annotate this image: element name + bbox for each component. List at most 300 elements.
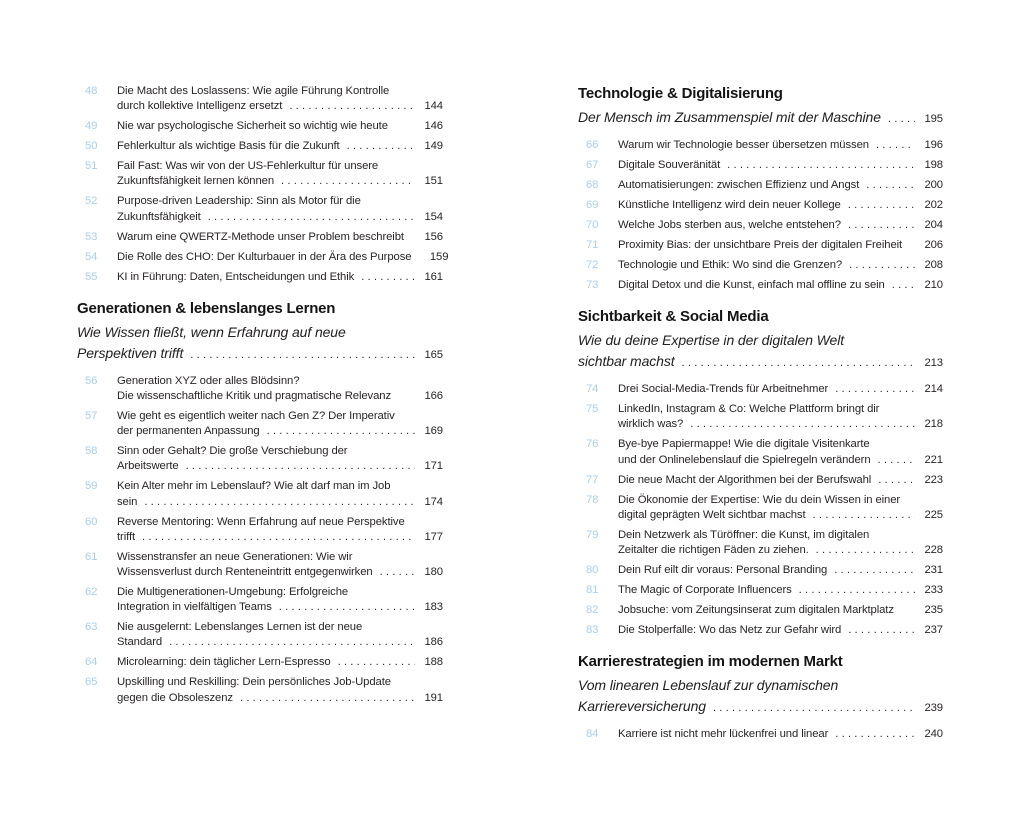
page-number: 233 [924, 584, 943, 597]
dot-leader [713, 698, 915, 719]
entry-title-text: Automatisierungen: zwischen Effizienz und Angst [618, 179, 860, 191]
page-number: 166 [424, 390, 443, 403]
toc-entry [578, 158, 943, 173]
entry-line [618, 508, 943, 523]
page-number: 228 [924, 544, 943, 557]
toc-entry [578, 437, 943, 467]
section-subtitle-line [578, 675, 943, 696]
entry-line: Die Macht des Loslassens: Wie agile Führung Kontrolle [117, 85, 390, 97]
dot-leader [834, 563, 915, 578]
dot-leader [849, 258, 915, 273]
chapter-number: 54 [85, 250, 98, 263]
page-number: 195 [924, 113, 943, 125]
entry-body [117, 515, 443, 545]
entry-line [618, 278, 943, 293]
section-subtitle-line [578, 351, 943, 374]
dot-leader [892, 278, 915, 293]
entry-line: Kein Alter mehr im Lebenslauf? Wie alt darf man im Job [117, 480, 391, 493]
entry-body [618, 623, 943, 638]
entry-title-text: Zukunftsfähigkeit lernen können [117, 175, 275, 188]
chapter-number: 79 [586, 528, 599, 541]
chapter-number: 57 [85, 410, 98, 423]
entry-body [117, 479, 443, 509]
entry-body [618, 563, 943, 578]
toc-entry [578, 278, 943, 293]
entry-line: Die Ökonomie der Expertise: Wie du dein Wissen in einer [618, 493, 901, 506]
entry-title-text: und der Onlinelebenslauf die Spielregeln verändern [618, 453, 871, 466]
entry-line: Wissenstransfer an neue Generationen: Wie wir [117, 550, 353, 563]
entry-line [117, 424, 443, 439]
page-number: 204 [924, 219, 943, 231]
dot-leader [279, 600, 415, 615]
entry-body [117, 119, 443, 134]
page-number: 188 [424, 656, 443, 669]
dot-leader [816, 543, 915, 558]
entry-body [618, 382, 943, 397]
entry-line: Die Multigenerationen-Umgebung: Erfolgreiche [117, 586, 349, 599]
chapter-number: 51 [85, 160, 98, 173]
chapter-number: 80 [586, 564, 599, 577]
section-subtitle-text: Karriereversicherung [578, 698, 706, 715]
section-subtitle-line [77, 343, 443, 366]
entry-body [117, 230, 443, 245]
page-number: 202 [924, 199, 943, 211]
toc-section [578, 652, 943, 719]
entry-line [117, 230, 443, 245]
toc-entry [77, 585, 443, 615]
entry-line: Sinn oder Gehalt? Die große Verschiebung der [117, 445, 348, 458]
entry-body [618, 278, 943, 293]
toc-entry [77, 270, 443, 285]
page-number: 186 [424, 636, 443, 649]
dot-leader [361, 270, 415, 285]
entry-line [618, 453, 943, 468]
entry-line [117, 139, 443, 154]
entry-title-text: The Magic of Corporate Influencers [618, 584, 792, 597]
page-number: 191 [424, 691, 443, 704]
section-subtitle-text: Wie Wissen fließt, wenn Erfahrung auf neue [77, 323, 346, 340]
toc-entry [578, 623, 943, 638]
toc-entry [77, 250, 449, 265]
dot-leader [186, 459, 415, 474]
entry-line: Generation XYZ oder alles Blödsinn? [117, 374, 300, 387]
entry-line: Upskilling und Reskilling: Dein persönliches Job-Update [117, 676, 391, 689]
entry-line [618, 417, 943, 432]
dot-leader [190, 345, 415, 366]
page-number: 208 [924, 259, 943, 271]
chapter-number: 81 [586, 584, 599, 597]
entry-title-text: Proximity Bias: der unsichtbare Preis der digitalen Freiheit [618, 239, 903, 251]
page-number: 198 [924, 159, 943, 171]
toc-column-right [578, 84, 943, 747]
dot-leader [338, 655, 415, 670]
entry-line [117, 99, 443, 114]
page-number: 171 [424, 460, 443, 473]
toc-entry [578, 258, 943, 273]
chapter-number: 70 [586, 219, 599, 231]
entry-title-text: Drei Social-Media-Trends für Arbeitnehmer [618, 383, 829, 396]
entry-line [117, 565, 443, 580]
entry-title-text: der permanenten Anpassung [117, 425, 260, 438]
section-subtitle-line [77, 322, 443, 343]
page-number: 237 [924, 624, 943, 637]
toc-section [77, 299, 443, 366]
toc-entry [578, 727, 943, 742]
toc-column-left [77, 84, 449, 711]
entry-title-text: Standard [117, 636, 163, 649]
toc-entry [77, 409, 443, 439]
entry-line [117, 174, 443, 189]
entry-line [117, 600, 443, 615]
entry-body [618, 727, 943, 742]
toc-entry [77, 550, 443, 580]
entry-line [618, 623, 943, 638]
entry-body [117, 444, 443, 474]
entry-title-text: Dein Ruf eilt dir voraus: Personal Branding [618, 564, 828, 577]
chapter-number: 48 [85, 85, 98, 97]
dot-leader [267, 424, 415, 439]
dot-leader [848, 623, 915, 638]
dot-leader [144, 495, 415, 510]
entry-title-text: Zeitalter die richtigen Fäden zu ziehen. [618, 544, 809, 557]
entry-line [618, 198, 943, 213]
chapter-number: 67 [586, 159, 599, 171]
entry-title-text: Technologie und Ethik: Wo sind die Grenzen? [618, 259, 843, 271]
entry-line [618, 473, 943, 488]
page-number: 180 [424, 566, 443, 579]
section-title: Generationen & lebenslanges Lernen [77, 299, 336, 317]
page-number: 177 [424, 530, 443, 543]
dot-leader [240, 691, 415, 706]
chapter-number: 61 [85, 550, 98, 563]
entry-body [618, 198, 943, 213]
entry-title-text: wirklich was? [618, 418, 684, 431]
dot-leader [813, 508, 915, 523]
dot-leader [848, 198, 915, 213]
dot-leader [799, 583, 915, 598]
toc-entry [77, 620, 443, 650]
section-title: Technologie & Digitalisierung [578, 85, 783, 102]
dot-leader [281, 174, 415, 189]
chapter-number: 56 [85, 374, 98, 387]
dot-leader [690, 417, 915, 432]
entry-line [618, 563, 943, 578]
toc-entry [77, 230, 443, 245]
dot-leader [142, 530, 415, 545]
entry-line: Reverse Mentoring: Wenn Erfahrung auf neue Perspektive [117, 515, 405, 528]
chapter-number: 63 [85, 621, 98, 634]
page-number: 225 [924, 508, 943, 521]
chapter-number: 62 [85, 586, 98, 599]
toc-entry [77, 139, 443, 154]
dot-leader [727, 158, 915, 173]
dot-leader [682, 353, 915, 374]
page-number: 174 [424, 495, 443, 508]
entry-title-text: Nie war psychologische Sicherheit so wichtig wie heute [117, 120, 388, 133]
section-subtitle-text: Wie du deine Expertise in der digitalen Welt [578, 332, 845, 349]
entry-body [117, 84, 443, 114]
entry-body [117, 250, 449, 265]
toc-entry [77, 374, 443, 404]
page-number: 146 [424, 120, 443, 133]
entry-line [117, 655, 443, 670]
chapter-number: 64 [85, 656, 98, 669]
dot-leader [208, 210, 415, 225]
entry-title-text: Digital Detox und die Kunst, einfach mal offline zu sein [618, 279, 885, 291]
page-number: 210 [924, 279, 943, 291]
toc-entry [578, 218, 943, 233]
entry-line [618, 727, 943, 742]
page-number: 221 [924, 453, 943, 466]
entry-title-text: Die neue Macht der Algorithmen bei der Berufswahl [618, 473, 872, 486]
entry-body [117, 409, 443, 439]
page-number: 161 [424, 270, 443, 283]
chapter-number: 71 [586, 239, 599, 251]
entry-line [618, 218, 943, 233]
chapter-number: 49 [85, 120, 98, 133]
entry-body [618, 238, 943, 253]
section-subtitle-text: Perspektiven trifft [77, 344, 184, 361]
entry-body [618, 138, 943, 153]
dot-leader [835, 382, 915, 397]
entry-title-text: Künstliche Intelligenz wird dein neuer Kollege [618, 199, 841, 211]
dot-leader [347, 139, 415, 154]
entry-line [618, 258, 943, 273]
toc-entry [578, 473, 943, 488]
page-number: 151 [424, 175, 443, 188]
entry-body [618, 178, 943, 193]
toc-entry [77, 84, 443, 114]
entry-title-text: Wissensverlust durch Renteneintritt entgegenwirken [117, 566, 373, 579]
chapter-number: 58 [85, 445, 98, 458]
entry-title-text: durch kollektive Intelligenz ersetzt [117, 100, 283, 113]
chapter-number: 74 [586, 383, 599, 396]
entry-line [618, 603, 943, 618]
entry-line [117, 635, 443, 650]
entry-line [117, 530, 443, 545]
dot-leader [380, 565, 415, 580]
entry-line: Wie geht es eigentlich weiter nach Gen Z? Der Imperativ [117, 410, 395, 423]
toc-entry [578, 603, 943, 618]
entry-line [618, 543, 943, 558]
entry-title-text: trifft [117, 530, 136, 543]
chapter-number: 52 [85, 195, 98, 208]
toc-section [578, 307, 943, 374]
entry-line [117, 691, 443, 706]
entry-title-text: sein [117, 495, 138, 508]
section-subtitle-line [578, 330, 943, 351]
dot-leader [848, 218, 915, 233]
chapter-number: 55 [85, 270, 98, 283]
entry-body [117, 585, 443, 615]
chapter-number: 65 [85, 676, 98, 689]
toc-entry [77, 675, 443, 705]
toc-entry [77, 159, 443, 189]
chapter-number: 84 [586, 728, 599, 741]
entry-body [618, 493, 943, 523]
entry-body [618, 218, 943, 233]
entry-body [117, 159, 443, 189]
section-subtitle-line [578, 696, 943, 719]
entry-body [618, 603, 943, 618]
entry-line: Purpose-driven Leadership: Sinn als Motor für die [117, 195, 361, 208]
page-number: 240 [924, 728, 943, 741]
entry-body [117, 139, 443, 154]
entry-line [618, 583, 943, 598]
page-number: 218 [924, 418, 943, 431]
chapter-number: 59 [85, 480, 98, 493]
page-number: 223 [924, 473, 943, 486]
dot-leader [876, 138, 915, 153]
chapter-number: 82 [586, 604, 599, 617]
entry-line [117, 495, 443, 510]
page-number: 165 [424, 348, 443, 361]
entry-body [117, 675, 443, 705]
toc-entry [578, 528, 943, 558]
dot-leader [169, 635, 415, 650]
entry-title-text: Fehlerkultur als wichtige Basis für die Zukunft [117, 140, 340, 153]
toc-entry [578, 382, 943, 397]
entry-line [618, 382, 943, 397]
entry-line [117, 389, 443, 404]
toc-entry [77, 515, 443, 545]
entry-title-text: digital geprägten Welt sichtbar machst [618, 508, 806, 521]
section-subtitle-line [578, 107, 943, 130]
page-number: 235 [924, 604, 943, 617]
entry-title-text: Warum eine QWERTZ-Methode unser Problem beschreibt [117, 230, 404, 243]
entry-line [117, 270, 443, 285]
entry-body [618, 158, 943, 173]
entry-line [117, 119, 443, 134]
page-number: 200 [924, 179, 943, 191]
toc-entry [77, 119, 443, 134]
section-title: Sichtbarkeit & Social Media [578, 308, 769, 326]
toc-entry [578, 138, 943, 153]
entry-title-text: Microlearning: dein täglicher Lern-Espresso [117, 656, 331, 669]
entry-title-text: Arbeitswerte [117, 460, 179, 473]
page-number: 149 [424, 140, 443, 153]
section-subtitle-text: sichtbar machst [578, 353, 675, 370]
toc-entry [578, 583, 943, 598]
toc-entry [578, 563, 943, 578]
dot-leader [888, 109, 915, 130]
dot-leader [835, 727, 915, 742]
entry-body [117, 194, 443, 224]
page-number: 196 [924, 139, 943, 151]
toc-entry [578, 493, 943, 523]
page-number: 213 [924, 357, 943, 370]
section-subtitle-text: Vom linearen Lebenslauf zur dynamischen [578, 677, 839, 694]
chapter-number: 69 [586, 199, 599, 211]
entry-line [618, 238, 943, 253]
toc-entry [578, 238, 943, 253]
entry-body [618, 473, 943, 488]
entry-body [618, 437, 943, 467]
toc-entry [578, 402, 943, 432]
page-number: 144 [424, 100, 443, 113]
entry-title-text: Warum wir Technologie besser übersetzen müssen [618, 139, 869, 151]
page-number: 169 [424, 425, 443, 438]
entry-body [117, 270, 443, 285]
dot-leader [866, 178, 915, 193]
entry-body [618, 528, 943, 558]
entry-line [117, 210, 443, 225]
entry-body [618, 583, 943, 598]
toc-entry [578, 178, 943, 193]
chapter-number: 53 [85, 230, 98, 243]
entry-title-text: Zukunftsfähigkeit [117, 210, 201, 223]
chapter-number: 60 [85, 515, 98, 528]
entry-body [117, 374, 443, 404]
dot-leader [878, 453, 916, 468]
entry-line [618, 158, 943, 173]
chapter-number: 83 [586, 624, 599, 637]
chapter-number: 50 [85, 140, 98, 153]
page-number: 206 [924, 239, 943, 251]
chapter-number: 76 [586, 438, 599, 451]
entry-title-text: Die Rolle des CHO: Der Kulturbauer in der Ära des Purpose [117, 250, 412, 263]
entry-line: Dein Netzwerk als Türöffner: die Kunst, im digitalen [618, 528, 870, 541]
toc-entry [578, 198, 943, 213]
section-subtitle-text: Der Mensch im Zusammenspiel mit der Maschine [578, 109, 881, 125]
chapter-number: 73 [586, 279, 599, 291]
toc-entry [77, 194, 443, 224]
entry-title-text: Digitale Souveränität [618, 159, 721, 171]
chapter-number: 78 [586, 493, 599, 506]
chapter-number: 72 [586, 259, 599, 271]
toc-entry [77, 479, 443, 509]
entry-title-text: KI in Führung: Daten, Entscheidungen und Ethik [117, 270, 355, 283]
chapter-number: 66 [586, 139, 599, 151]
toc-section [578, 84, 943, 130]
toc-entry [77, 444, 443, 474]
entry-line: Nie ausgelernt: Lebenslanges Lernen ist der neue [117, 621, 363, 634]
entry-body [618, 402, 943, 432]
entry-body [117, 655, 443, 670]
entry-line: LinkedIn, Instagram & Co: Welche Plattform bringt dir [618, 403, 880, 416]
entry-title-text: Die Stolperfalle: Wo das Netz zur Gefahr wird [618, 624, 842, 637]
entry-body [117, 620, 443, 650]
entry-title-text: Welche Jobs sterben aus, welche entstehen? [618, 219, 841, 231]
entry-body [618, 258, 943, 273]
entry-line [618, 138, 943, 153]
entry-line [117, 250, 449, 265]
page-number: 154 [424, 210, 443, 223]
chapter-number: 75 [586, 403, 599, 416]
page-number: 156 [424, 230, 443, 243]
entry-body [117, 550, 443, 580]
entry-title-text: gegen die Obsoleszenz [117, 691, 233, 704]
toc-entry [77, 655, 443, 670]
page-number: 159 [429, 250, 449, 263]
entry-line: Fail Fast: Was wir von der US-Fehlerkultur für unsere [117, 160, 379, 173]
entry-title-text: Jobsuche: vom Zeitungsinserat zum digitalen Marktplatz [618, 604, 894, 617]
dot-leader [878, 473, 915, 488]
entry-line: Bye-bye Papiermappe! Wie die digitale Visitenkarte [618, 438, 870, 451]
entry-title-text: Die wissenschaftliche Kritik und pragmatische Relevanz [117, 390, 392, 403]
page-number: 239 [924, 702, 943, 715]
entry-title-text: Integration in vielfältigen Teams [117, 601, 272, 614]
entry-title-text: Karriere ist nicht mehr lückenfrei und linear [618, 728, 829, 741]
page-number: 214 [924, 383, 943, 396]
dot-leader [289, 99, 415, 114]
entry-line [618, 178, 943, 193]
page-number: 183 [424, 601, 443, 614]
page-number: 231 [924, 564, 943, 577]
chapter-number: 77 [586, 473, 599, 486]
section-title: Karrierestrategien im modernen Markt [578, 653, 843, 671]
entry-line [117, 459, 443, 474]
